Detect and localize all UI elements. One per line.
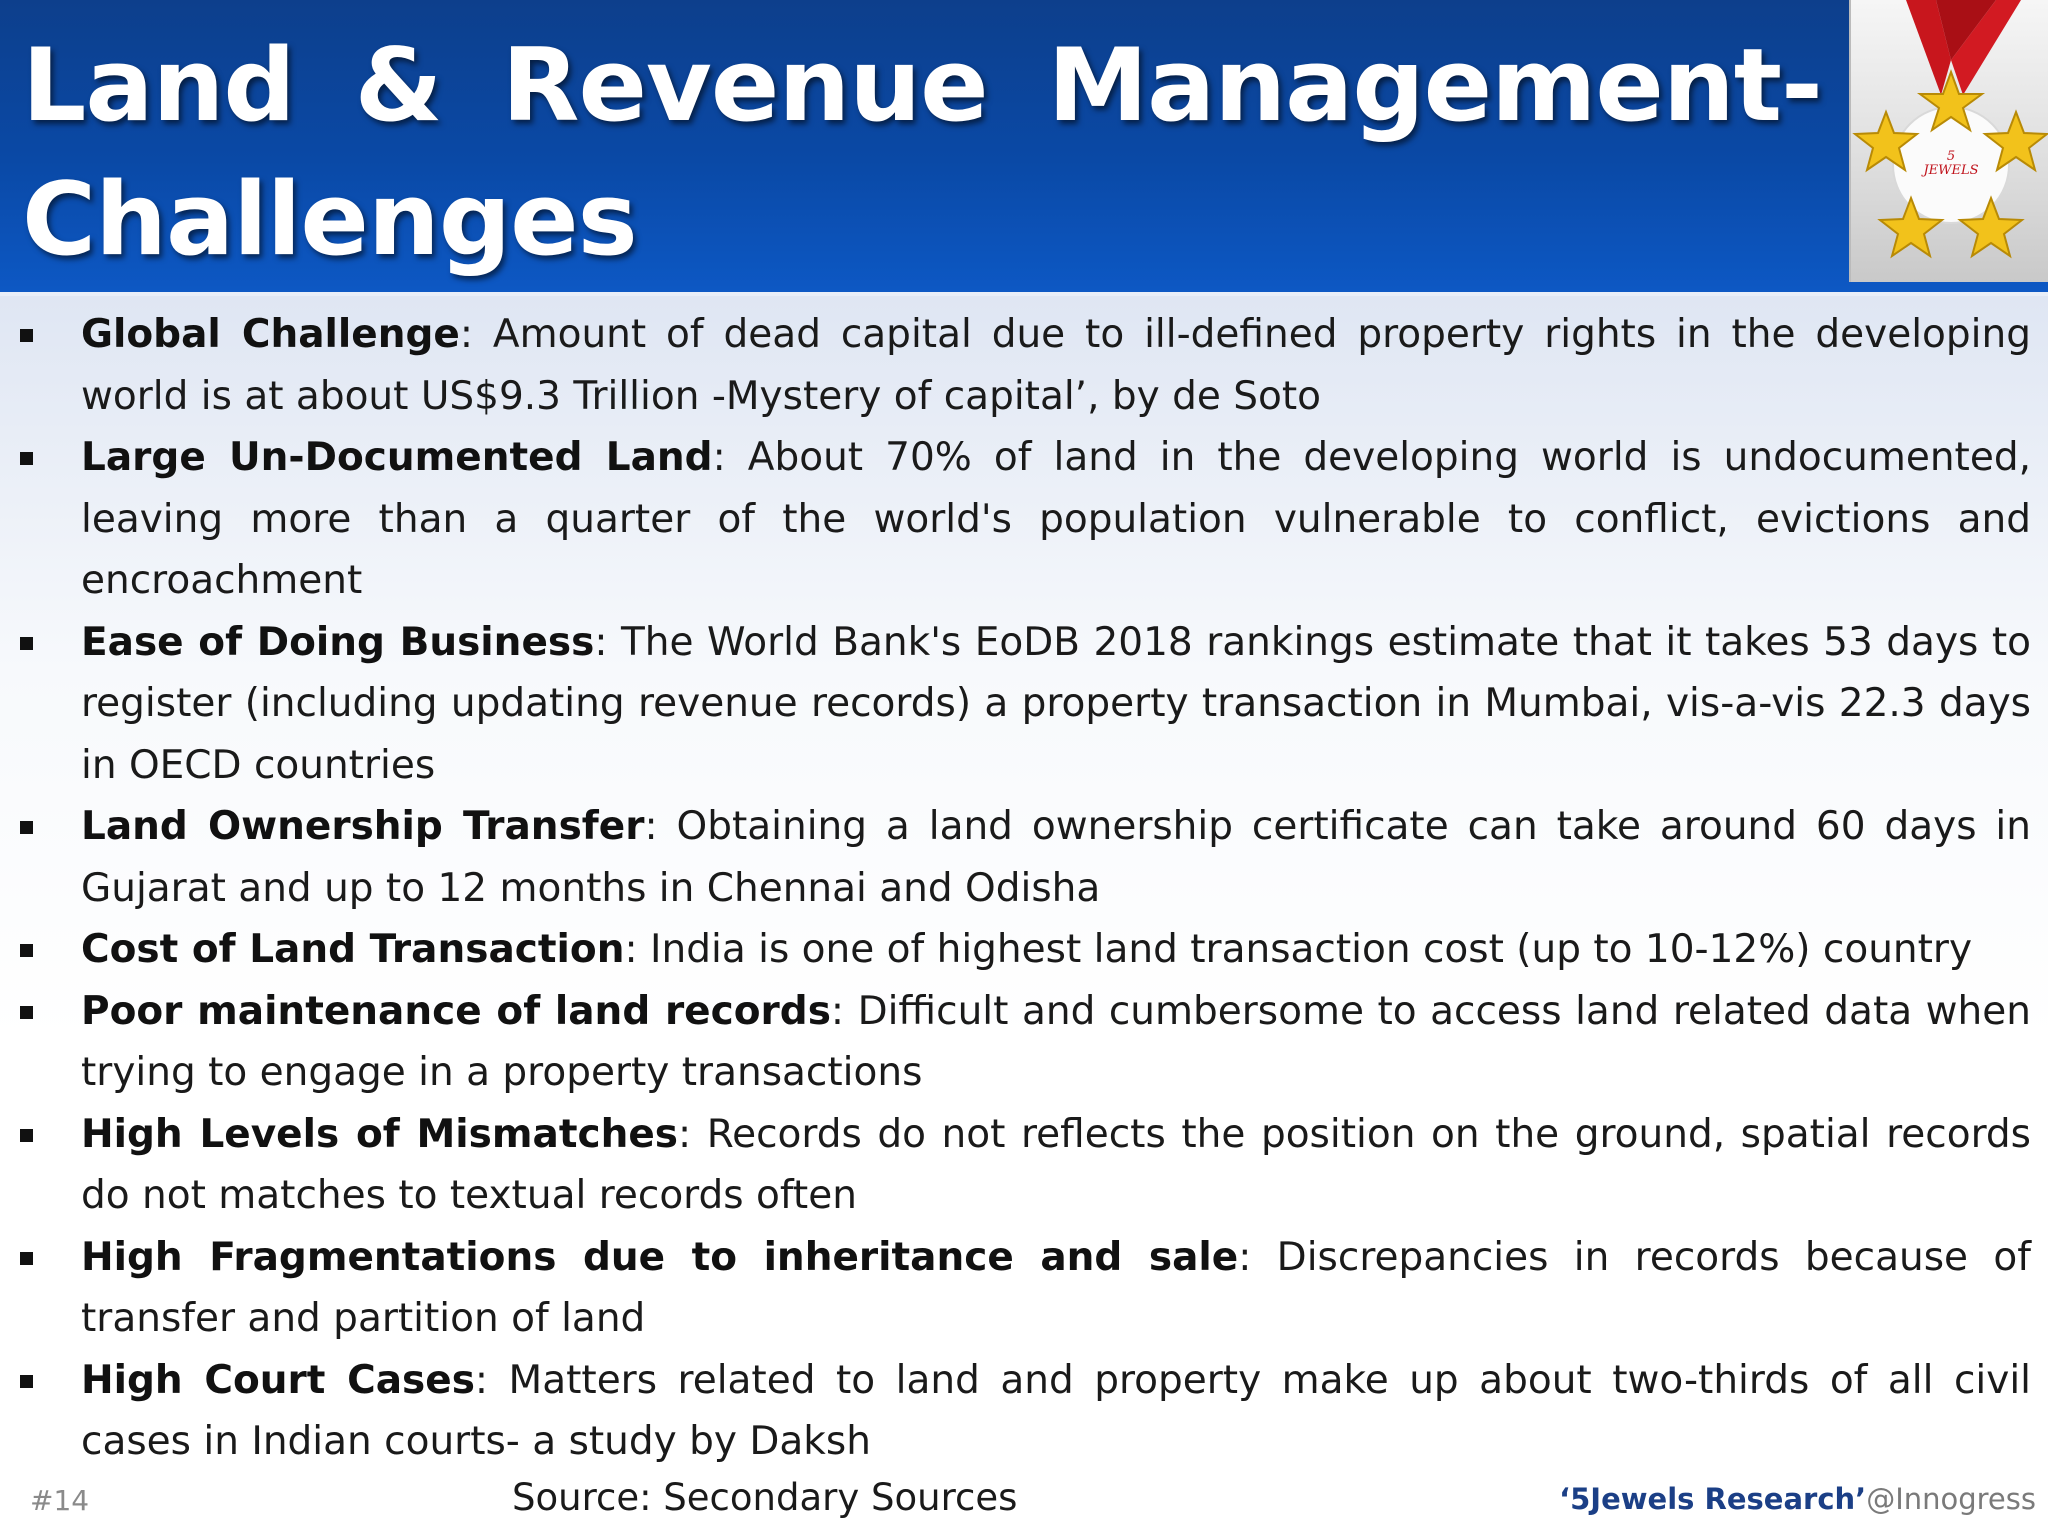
item-term: Ease of Doing Business [81, 619, 595, 665]
logo-text [1906, 150, 1996, 178]
logo-name: JEWELS [1923, 163, 1979, 178]
item-term: Global Challenge [81, 312, 460, 357]
square-bullet-icon [20, 452, 33, 465]
list-item [0, 1227, 2031, 1350]
list-item [0, 919, 2031, 981]
item-text: : Difficult and cumbersome to access land related data when trying to engage in a property transactions [81, 988, 2031, 1095]
item-text: : Amount of dead capital due to ill-defined property rights in the developing world is at about US$9.3 Trillion -Mystery of capital’, by de Soto [81, 312, 2031, 419]
square-bullet-icon [20, 637, 33, 650]
slide-header [0, 0, 2048, 296]
item-text: : Discrepancies in records because of transfer and partition of land [81, 1234, 2031, 1341]
brand-handle: @Innogress [1866, 1482, 2036, 1516]
square-bullet-icon [20, 329, 33, 342]
item-text: : India is one of highest land transaction cost (up to 10-12%) country [624, 927, 1973, 972]
item-term: Poor maintenance of land records [81, 988, 831, 1034]
item-term: High Levels of Mismatches [81, 1111, 679, 1157]
title-line-1 [22, 18, 1822, 152]
title-word: & [354, 26, 442, 144]
list-item [0, 304, 2031, 427]
title-word: Land [22, 26, 295, 144]
item-term: High Fragmentations due to inheritance and sale [81, 1234, 1239, 1280]
slide-number: #14 [30, 1484, 90, 1517]
challenge-list [0, 304, 2048, 1473]
list-item [0, 1104, 2031, 1227]
brand-name: ‘5Jewels Research’ [1559, 1482, 1867, 1516]
brand-credit [1559, 1482, 2036, 1516]
list-item [0, 796, 2031, 919]
title-line-2: Challenges [22, 160, 637, 278]
item-text: : Matters related to land and property make up about two-thirds of all civil cases in Indian courts- a study by Daksh [81, 1357, 2031, 1464]
five-jewels-logo [1849, 0, 2048, 282]
item-term: Cost of Land Transaction [81, 927, 625, 972]
list-item [0, 427, 2031, 612]
medal-stars-icon [1851, 0, 2048, 282]
item-text: : Obtaining a land ownership certificate can take around 60 days in Gujarat and up to 12 months in Chennai and Odisha [81, 804, 2031, 911]
item-term: Large Un-Documented Land [81, 435, 713, 480]
item-text: : About 70% of land in the developing world is undocumented, leaving more than a quarter of the world's population vulnerable to conflict, evictions and encroachment [81, 435, 2031, 603]
logo-number: 5 [1946, 149, 1956, 164]
slide-title [22, 18, 1822, 286]
title-word: Management- [1047, 26, 1822, 144]
list-item [0, 1350, 2031, 1473]
square-bullet-icon [20, 1006, 33, 1019]
list-item [0, 612, 2031, 797]
square-bullet-icon [20, 821, 33, 834]
list-item [0, 981, 2031, 1104]
item-term: High Court Cases [81, 1357, 475, 1403]
square-bullet-icon [20, 1129, 33, 1142]
square-bullet-icon [20, 1375, 33, 1388]
square-bullet-icon [20, 944, 33, 957]
source-note: Source: Secondary Sources [512, 1476, 1018, 1519]
item-term: Land Ownership Transfer [81, 804, 645, 849]
title-word: Revenue [501, 26, 988, 144]
square-bullet-icon [20, 1252, 33, 1265]
item-text: : The World Bank's EoDB 2018 rankings estimate that it takes 53 days to register (including updating revenue records) a property transaction in Mumbai, vis-a-vis 22.3 days in OECD countries [81, 619, 2031, 788]
item-text: : Records do not reflects the position on the ground, spatial records do not matches to textual records often [81, 1111, 2031, 1218]
